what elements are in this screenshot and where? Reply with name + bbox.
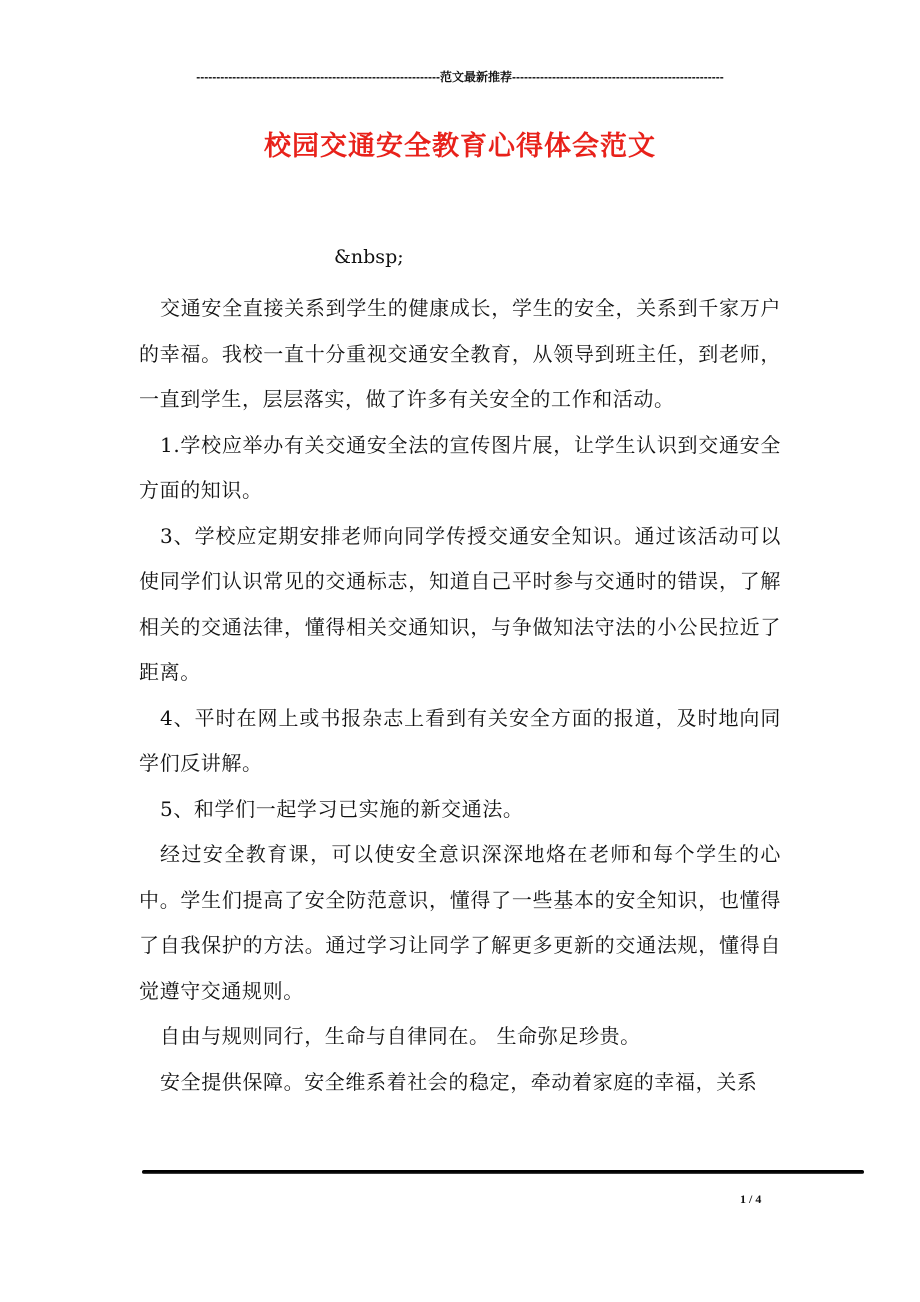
paragraph: 经过安全教育课，可以使安全意识深深地烙在老师和每个学生的心中。学生们提高了安全防范意识，懂得了一些基本的安全知识，也懂得了自我保护的方法。通过学习让同学了解更多更新的交通法规，懂得自觉遵守交通规则。 [139,842,781,1003]
paragraph: 安全提供保障。安全维系着社会的稳定，牵动着家庭的幸福，关系 [160,1069,758,1094]
paragraph: 1.学校应举办有关交通安全法的宣传图片展，让学生认识到交通安全方面的知识。 [139,432,781,502]
header-banner: -------------------------------------------------------------范文最新推荐----------------------------------------------------- [196,70,724,84]
paragraph: 4、平时在网上或书报杂志上看到有关安全方面的报道，及时地向同学们反讲解。 [139,705,781,775]
page-number: 1 / 4 [740,1192,762,1206]
footer-divider [142,1170,864,1174]
paragraph: 3、学校应定期安排老师向同学传授交通安全知识。通过该活动可以使同学们认识常见的交通标志，知道自己平时参与交通时的错误，了解相关的交通法律，懂得相关交通知识，与争做知法守法的小公民拉近了距离。 [139,523,781,684]
placeholder-text: &nbsp; [334,246,404,268]
paragraph: 5、和学们一起学习已实施的新交通法。 [160,796,524,821]
document-title: 校园交通安全教育心得体会范文 [264,131,656,162]
paragraph: 交通安全直接关系到学生的健康成长，学生的安全，关系到千家万户的幸福。我校一直十分重视交通安全教育，从领导到班主任，到老师，一直到学生，层层落实，做了许多有关安全的工作和活动。 [139,296,781,411]
paragraph: 自由与规则同行，生命与自律同在。 生命弥足珍贵。 [160,1024,641,1048]
document-body [139,240,781,1105]
